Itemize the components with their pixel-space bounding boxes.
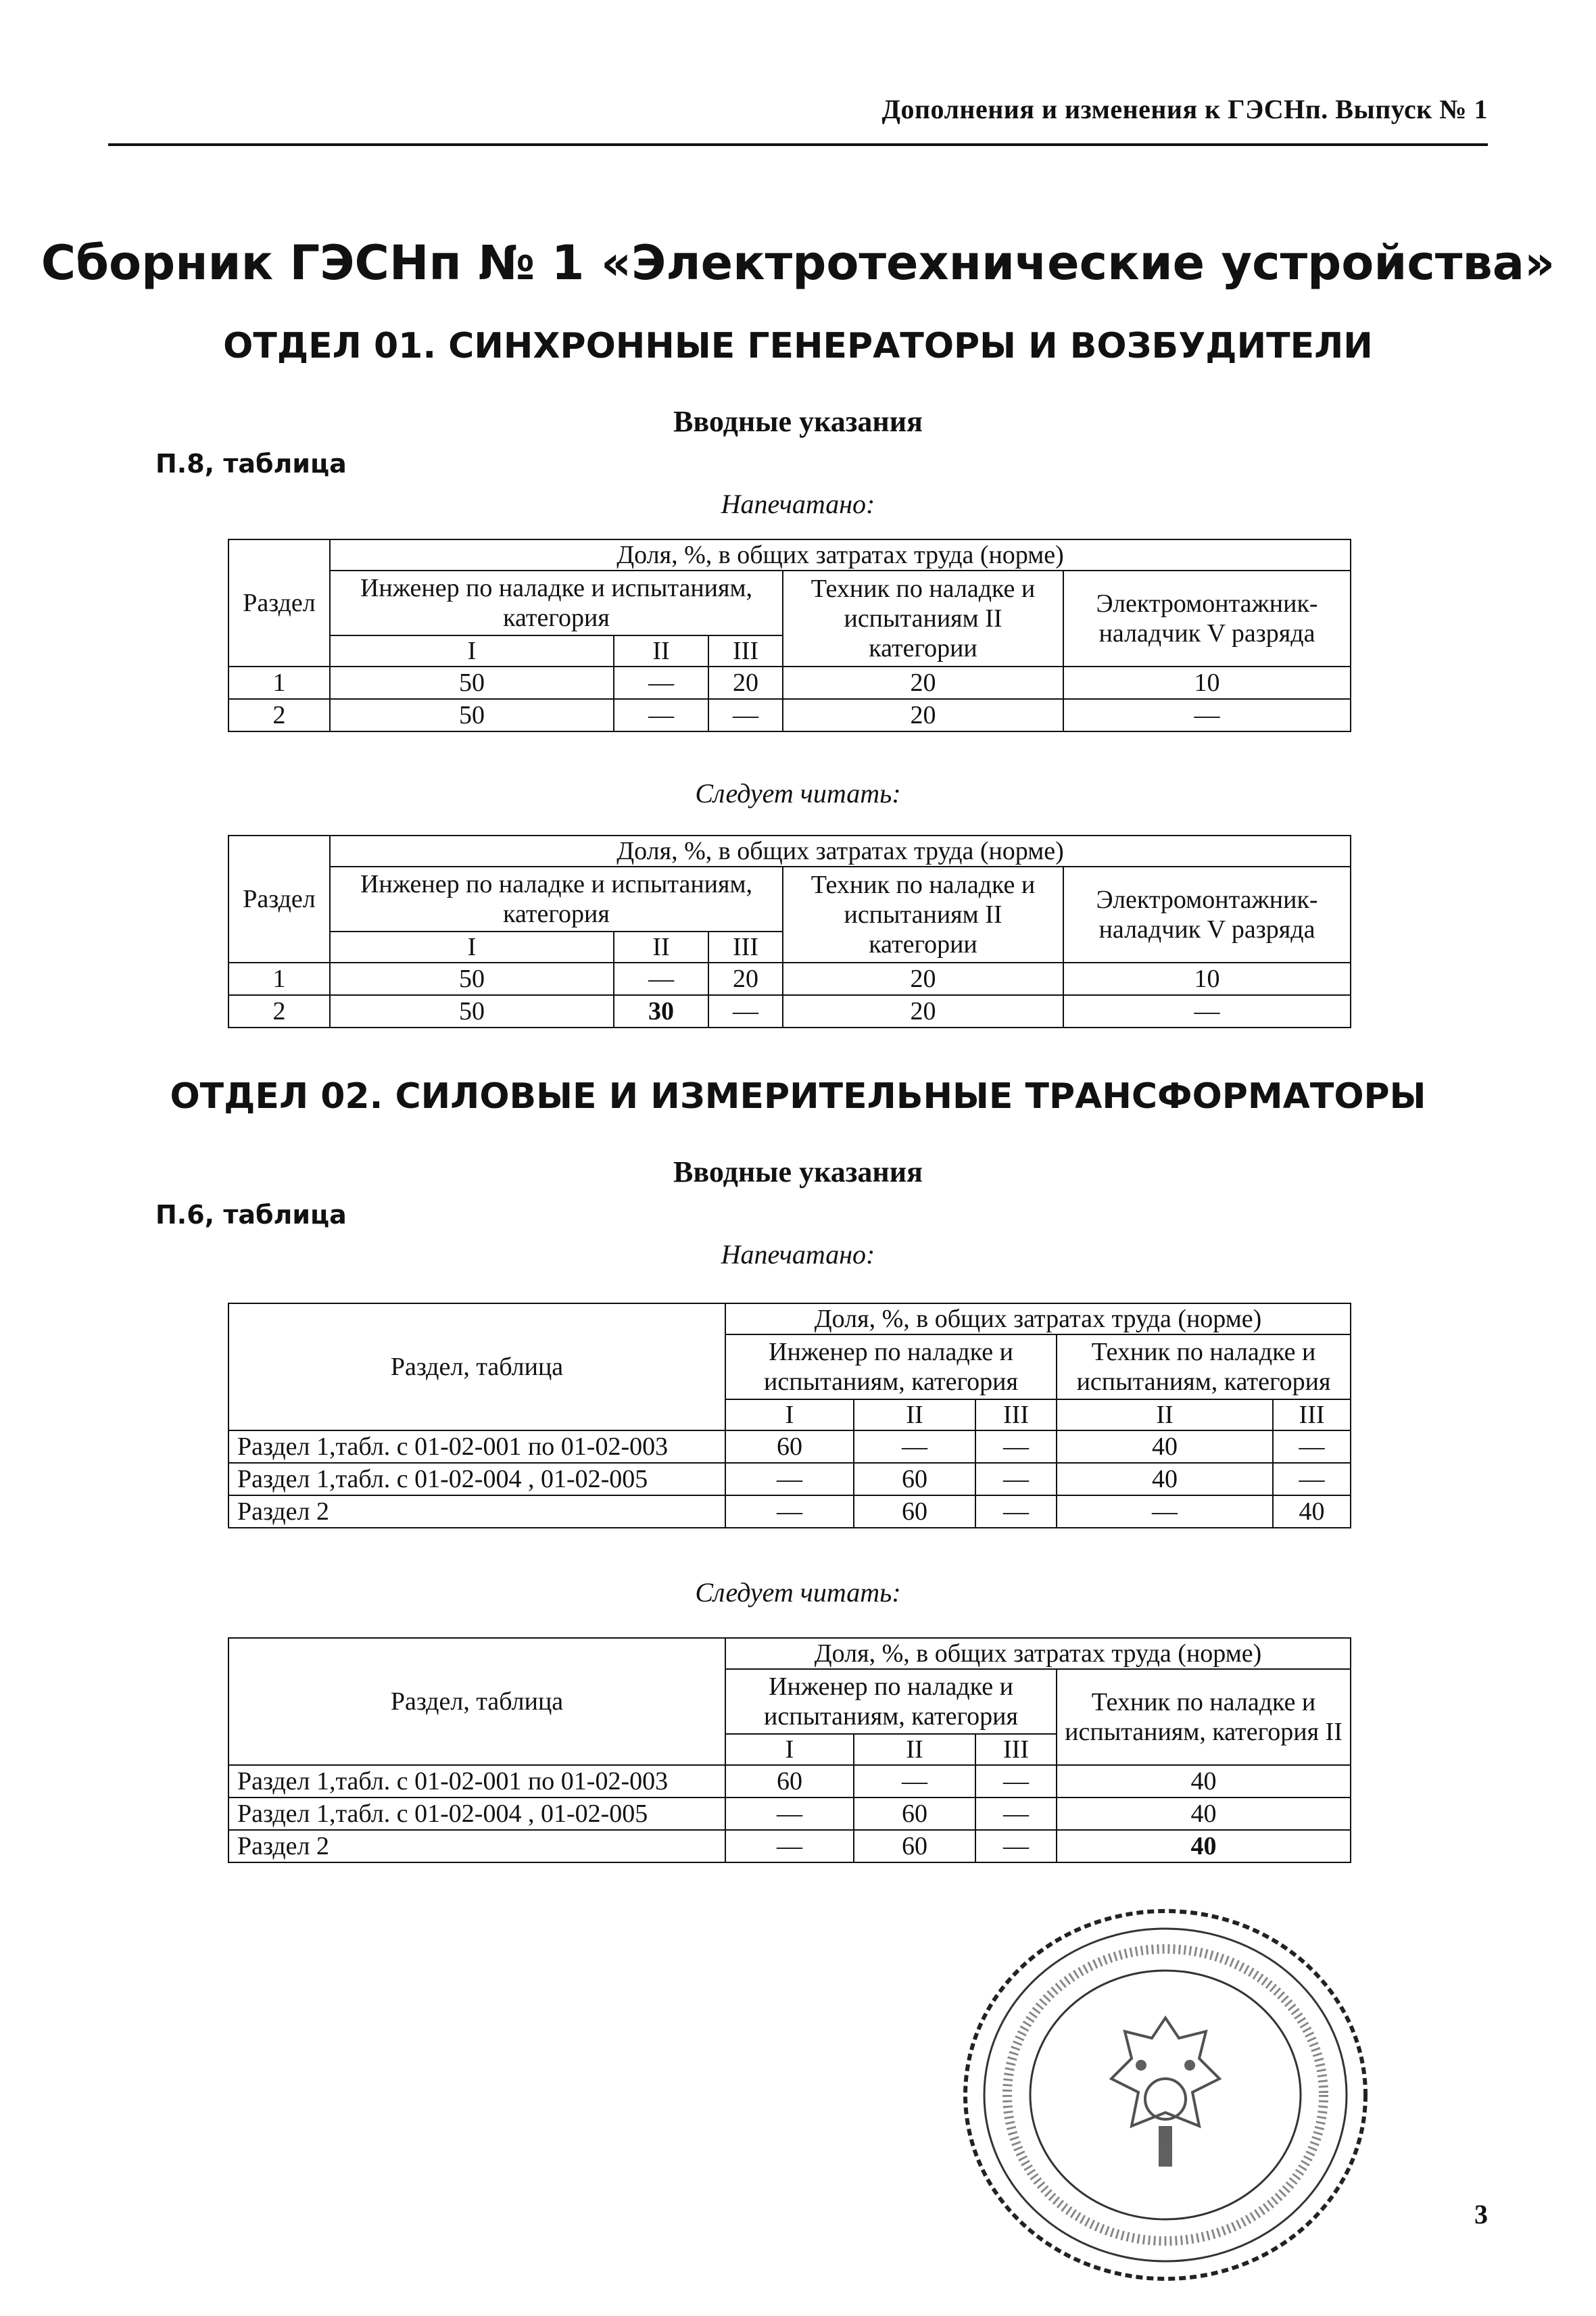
header-cat-3: III [975, 1734, 1057, 1765]
section-01-intro: Вводные указания [673, 405, 923, 438]
table-cell: — [614, 667, 708, 699]
header-technician: Техник по наладке и испытаниям II категории [783, 571, 1063, 667]
table-cell: — [614, 963, 708, 995]
table-cell: 40 [1273, 1495, 1351, 1528]
table-row [228, 699, 1351, 731]
table-cell: — [975, 1463, 1057, 1495]
header-dolya: Доля, %, в общих затратах труда (норме) [330, 539, 1351, 571]
header-technician-read: Техник по наладке и испытаниям, категория II [1057, 1669, 1351, 1765]
header-cat-2: II [614, 932, 708, 963]
header-electro: Электромонтажник-наладчик V разряда [1063, 571, 1351, 667]
changed-cell: 30 [614, 995, 708, 1028]
table-cell: 20 [708, 667, 783, 699]
table-cell: 50 [330, 995, 614, 1028]
table-row [228, 963, 1351, 995]
table-cell: 40 [1057, 1765, 1351, 1798]
section-02-read-table [228, 1637, 1351, 1863]
header-razdel: Раздел [228, 539, 330, 667]
header-dolya: Доля, %, в общих затратах труда (норме) [725, 1638, 1351, 1669]
table-cell: 1 [228, 667, 330, 699]
header-cat-3: III [1273, 1399, 1351, 1430]
table-cell: — [1063, 699, 1351, 731]
section-01-printed-label: Напечатано: [721, 489, 875, 519]
table-row [228, 995, 1351, 1028]
table-cell: 50 [330, 667, 614, 699]
table-cell: — [1063, 995, 1351, 1028]
table-cell: 2 [228, 995, 330, 1028]
table-row [228, 1798, 1351, 1830]
table-cell: Раздел 1,табл. с 01-02-001 по 01-02-003 [228, 1765, 725, 1798]
header-cat-2: II [854, 1399, 975, 1430]
header-technician: Техник по наладке и испытаниям II категории [783, 867, 1063, 963]
table-row [228, 667, 1351, 699]
header-engineer: Инженер по наладке и испытаниям, категория [330, 571, 783, 635]
table-cell: 20 [708, 963, 783, 995]
coat-of-arms-icon [1111, 2018, 1219, 2167]
header-cat-3: III [708, 932, 783, 963]
table-cell: — [1273, 1430, 1351, 1463]
section-02-printed-label: Напечатано: [721, 1239, 875, 1270]
table-cell: 60 [854, 1495, 975, 1528]
collection-title: Сборник ГЭСНп № 1 «Электротехнические устройства» [41, 235, 1555, 291]
header-cat-3: III [708, 635, 783, 667]
table-cell: — [854, 1765, 975, 1798]
table-cell: Раздел 1,табл. с 01-02-001 по 01-02-003 [228, 1430, 725, 1463]
table-cell: 60 [854, 1463, 975, 1495]
table-cell: 60 [725, 1765, 854, 1798]
header-engineer: Инженер по наладке и испытаниям, категория [330, 867, 783, 932]
section-02-intro: Вводные указания [673, 1155, 923, 1188]
table-cell: Раздел 2 [228, 1495, 725, 1528]
section-02-ref: П.6, таблица [155, 1200, 347, 1230]
table-cell: 2 [228, 699, 330, 731]
table-row [228, 1430, 1351, 1463]
table-row [228, 1495, 1351, 1528]
section-01-printed-table [228, 539, 1351, 732]
table-cell: — [975, 1765, 1057, 1798]
table-cell: — [614, 699, 708, 731]
table-cell: 20 [783, 699, 1063, 731]
header-cat-3: III [975, 1399, 1057, 1430]
table-cell: 20 [783, 667, 1063, 699]
header-cat-2: II [614, 635, 708, 667]
section-01-title: ОТДЕЛ 01. СИНХРОННЫЕ ГЕНЕРАТОРЫ И ВОЗБУДИТЕЛИ [223, 326, 1373, 366]
table-cell: 10 [1063, 963, 1351, 995]
header-rule [108, 143, 1488, 146]
table-cell: 60 [854, 1830, 975, 1862]
table-cell: 10 [1063, 667, 1351, 699]
header-razdel: Раздел [228, 836, 330, 963]
header-cat-1: I [330, 932, 614, 963]
section-02-title: ОТДЕЛ 02. СИЛОВЫЕ И ИЗМЕРИТЕЛЬНЫЕ ТРАНСФОРМАТОРЫ [170, 1076, 1426, 1117]
header-cat-2: II [854, 1734, 975, 1765]
table-cell: — [725, 1463, 854, 1495]
table-cell: 50 [330, 963, 614, 995]
section-01-ref: П.8, таблица [155, 449, 347, 479]
changed-cell: 40 [1057, 1830, 1351, 1862]
table-cell: — [975, 1495, 1057, 1528]
header-cat-1: I [725, 1734, 854, 1765]
table-cell: 40 [1057, 1463, 1273, 1495]
table-cell: 50 [330, 699, 614, 731]
header-cat-1: I [330, 635, 614, 667]
table-cell: — [854, 1430, 975, 1463]
header-engineer: Инженер по наладке и испытаниям, категория [725, 1334, 1057, 1399]
running-header: Дополнения и изменения к ГЭСНп. Выпуск № 1 [881, 94, 1488, 124]
header-electro: Электромонтажник-наладчик V разряда [1063, 867, 1351, 963]
header-razdel-table: Раздел, таблица [228, 1638, 725, 1765]
official-seal-stamp [959, 1903, 1372, 2287]
header-cat-2: II [1057, 1399, 1273, 1430]
table-row [228, 1830, 1351, 1862]
section-01-read-table [228, 835, 1351, 1028]
header-razdel-table: Раздел, таблица [228, 1303, 725, 1430]
table-cell: — [975, 1430, 1057, 1463]
table-cell: — [1273, 1463, 1351, 1495]
header-cat-1: I [725, 1399, 854, 1430]
table-cell: 60 [725, 1430, 854, 1463]
table-cell: Раздел 2 [228, 1830, 725, 1862]
section-02-printed-table [228, 1303, 1351, 1528]
table-row [228, 1765, 1351, 1798]
table-cell: — [725, 1798, 854, 1830]
table-row [228, 1463, 1351, 1495]
table-cell: 20 [783, 963, 1063, 995]
table-cell: 60 [854, 1798, 975, 1830]
table-cell: 40 [1057, 1430, 1273, 1463]
table-cell: — [975, 1830, 1057, 1862]
table-cell: — [975, 1798, 1057, 1830]
table-cell: — [708, 699, 783, 731]
header-engineer: Инженер по наладке и испытаниям, категория [725, 1669, 1057, 1734]
page-number: 3 [1474, 2199, 1488, 2229]
table-cell: — [1057, 1495, 1273, 1528]
header-dolya: Доля, %, в общих затратах труда (норме) [330, 836, 1351, 867]
table-cell: — [708, 995, 783, 1028]
table-cell: Раздел 1,табл. с 01-02-004 , 01-02-005 [228, 1463, 725, 1495]
table-cell: — [725, 1830, 854, 1862]
table-cell: Раздел 1,табл. с 01-02-004 , 01-02-005 [228, 1798, 725, 1830]
table-cell: 20 [783, 995, 1063, 1028]
section-01-read-label: Следует читать: [695, 778, 901, 809]
table-cell: — [725, 1495, 854, 1528]
table-cell: 40 [1057, 1798, 1351, 1830]
table-cell: 1 [228, 963, 330, 995]
section-02-read-label: Следует читать: [695, 1577, 901, 1608]
header-technician: Техник по наладке и испытаниям, категория [1057, 1334, 1351, 1399]
header-dolya: Доля, %, в общих затратах труда (норме) [725, 1303, 1351, 1334]
